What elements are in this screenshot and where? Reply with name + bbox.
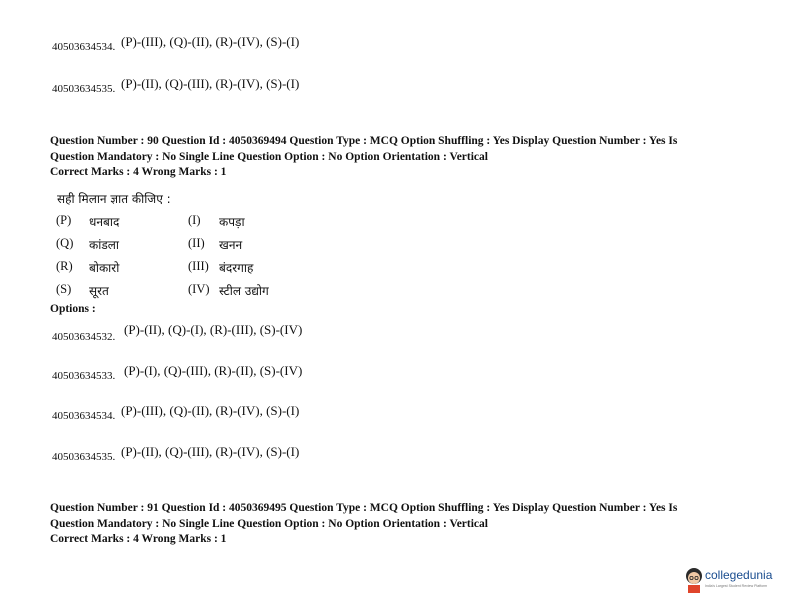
match-text-right: कपड़ा [219, 215, 245, 229]
options-label: Options : [50, 303, 96, 315]
question-header [50, 134, 677, 181]
option-text: (P)-(III), (Q)-(II), (R)-(IV), (S)-(I) [121, 34, 300, 49]
option-id: 40503634535. [52, 83, 116, 95]
option-text: (P)-(II), (Q)-(III), (R)-(IV), (S)-(I) [121, 76, 300, 91]
option-text: (P)-(I), (Q)-(III), (R)-(II), (S)-(IV) [124, 363, 303, 378]
match-label-left: (R) [56, 259, 73, 273]
logo-name: collegedunia [705, 568, 773, 582]
match-label-left: (P) [56, 213, 72, 227]
question-prompt: सही मिलान ज्ञात कीजिए : [57, 192, 171, 206]
match-label-right: (III) [188, 259, 209, 273]
match-text-left: धनबाद [89, 215, 120, 229]
match-label-right: (II) [188, 236, 205, 250]
match-label-right: (IV) [188, 282, 210, 296]
marks-line: Correct Marks : 4 Wrong Marks : 1 [50, 533, 227, 545]
option-text: (P)-(II), (Q)-(I), (R)-(III), (S)-(IV) [124, 322, 303, 337]
collegedunia-logo [683, 564, 783, 596]
match-text-right: स्टील उद्योग [219, 284, 269, 298]
option-id: 40503634534. [52, 410, 116, 422]
option-id: 40503634534. [52, 41, 116, 53]
match-text-right: बंदरगाह [219, 261, 254, 275]
match-text-left: कांडला [89, 238, 119, 252]
option-text: (P)-(III), (Q)-(II), (R)-(IV), (S)-(I) [121, 403, 300, 418]
option-id: 40503634535. [52, 451, 116, 463]
mascot-icon [683, 566, 705, 594]
option-id: 40503634532. [52, 331, 116, 343]
option-id: 40503634533. [52, 370, 116, 382]
question-header [50, 501, 677, 548]
match-label-left: (Q) [56, 236, 74, 250]
question-header-line: Question Mandatory : No Single Line Question Option : No Option Orientation : Vertical [50, 517, 488, 530]
marks-line: Correct Marks : 4 Wrong Marks : 1 [50, 166, 227, 178]
option-text: (P)-(II), (Q)-(III), (R)-(IV), (S)-(I) [121, 444, 300, 459]
logo-tagline: India's Largest Student Review Platform [705, 584, 768, 588]
question-header-line: Question Number : 91 Question Id : 4050369495 Question Type : MCQ Option Shuffling : Yes Display Question Number : Yes Is [50, 502, 678, 514]
match-label-left: (S) [56, 282, 72, 296]
question-header-line: Question Number : 90 Question Id : 4050369494 Question Type : MCQ Option Shuffling : Yes Display Question Number : Yes Is [50, 135, 678, 147]
match-text-right: खनन [219, 238, 243, 252]
question-header-line: Question Mandatory : No Single Line Question Option : No Option Orientation : Vertical [50, 150, 488, 163]
match-text-left: बोकारो [89, 261, 120, 275]
match-text-left: सूरत [89, 284, 109, 298]
match-label-right: (I) [188, 213, 201, 227]
